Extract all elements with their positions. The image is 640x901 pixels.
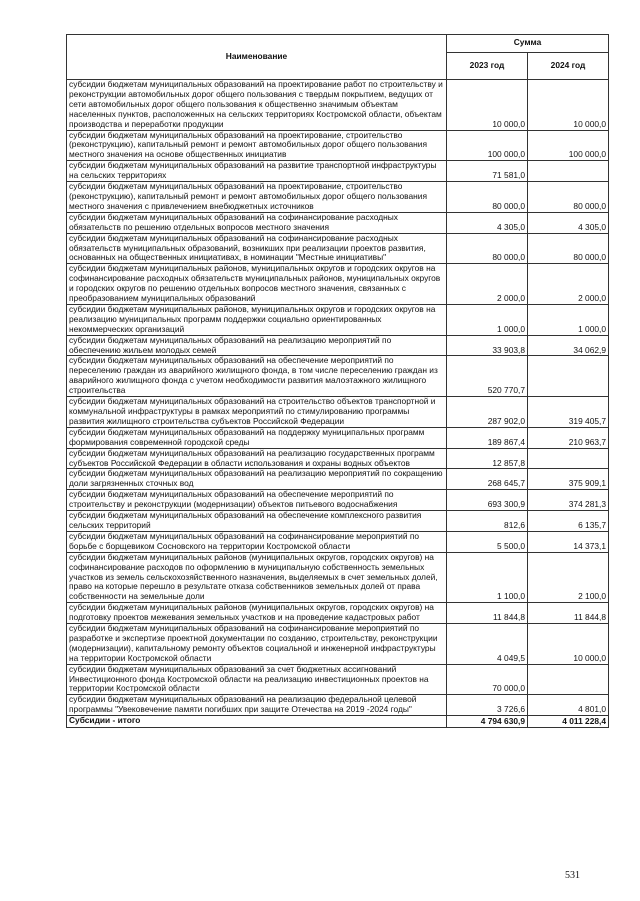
row-name: субсидии бюджетам муниципальных образований на реализацию государственных программ субъектов Российской Федерации в области использования и охраны водных объектов xyxy=(67,448,447,469)
row-name: субсидии бюджетам муниципальных районов, муниципальных округов и городских округов на реализацию муниципальных программ поддержки социально ориентированных некоммерческих организаций xyxy=(67,304,447,335)
row-value-2023: 70 000,0 xyxy=(447,664,528,695)
table-row xyxy=(67,356,609,397)
row-value-2024: 375 909,1 xyxy=(528,469,609,490)
row-value-2024: 80 000,0 xyxy=(528,182,609,213)
row-name: субсидии бюджетам муниципальных образований на софинансирование расходных обязательств муниципальных образований, возникших при реализации проектов развития, основанных на общественных инициативах, в номинации "Местные инициативы" xyxy=(67,233,447,264)
row-name: субсидии бюджетам муниципальных районов, муниципальных округов и городских округов на софинансирование расходных обязательств муниципальных районов, муниципальных округов и городских округов по решению отдельных вопросов местного значения, связанных с преобразованием муниципальных образований xyxy=(67,264,447,305)
row-value-2024: 11 844,8 xyxy=(528,603,609,624)
table-row xyxy=(67,304,609,335)
row-value-2024: 34 062,9 xyxy=(528,335,609,356)
row-name: субсидии бюджетам муниципальных образований на реализацию мероприятий по обеспечению жильем молодых семей xyxy=(67,335,447,356)
row-value-2023: 100 000,0 xyxy=(447,130,528,161)
row-name: субсидии бюджетам муниципальных образований на проектирование, строительство (реконструкцию), капитальный ремонт и ремонт автомобильных дорог общего пользования местного значения с привлечением внебюджетных источников xyxy=(67,182,447,213)
row-value-2023: 1 100,0 xyxy=(447,552,528,603)
row-name: субсидии бюджетам муниципальных образований на строительство объектов транспортной и коммунальной инфраструктуры в рамках мероприятий по стимулированию программы развития жилищного строительства субъектов Российской Федерации xyxy=(67,397,447,428)
table-row xyxy=(67,335,609,356)
table-row xyxy=(67,130,609,161)
row-value-2023: 1 000,0 xyxy=(447,304,528,335)
row-value-2024 xyxy=(528,664,609,695)
row-name: субсидии бюджетам муниципальных образований на развитие транспортной инфраструктуры на сельских территориях xyxy=(67,161,447,182)
row-value-2024: 2 000,0 xyxy=(528,264,609,305)
table-row xyxy=(67,427,609,448)
table-row xyxy=(67,233,609,264)
row-value-2023: 268 645,7 xyxy=(447,469,528,490)
row-value-2023: 33 903,8 xyxy=(447,335,528,356)
row-value-2024 xyxy=(528,448,609,469)
row-name: субсидии бюджетам муниципальных образований на софинансирование мероприятий по борьбе с борщевиком Сосновского на территории Костромской области xyxy=(67,531,447,552)
row-value-2024: 100 000,0 xyxy=(528,130,609,161)
row-name: субсидии бюджетам муниципальных районов (муниципальных округов, городских округов) на софинансирование расходов по оформлению в муниципальную собственность земельных участков из земель сельскохозяйственного назначения, выделяемых в счет земельных долей, право на которые перешло в результате отказа собственников земельных долей от права собственности на земельные доли xyxy=(67,552,447,603)
row-name: субсидии бюджетам муниципальных образований на софинансирование мероприятий по разработке и экспертизе проектной документации по созданию, строительству, реконструкции (модернизации), капитальному ремонту объектов социальной и инженерной инфраструктуры на территории Костромской области xyxy=(67,624,447,665)
row-value-2024: 6 135,7 xyxy=(528,511,609,532)
total-value-2023: 4 794 630,9 xyxy=(447,716,528,728)
row-value-2024 xyxy=(528,356,609,397)
table-row xyxy=(67,161,609,182)
row-name: субсидии бюджетам муниципальных образований на поддержку муниципальных программ формирования современной городской среды xyxy=(67,427,447,448)
row-value-2023: 80 000,0 xyxy=(447,182,528,213)
row-value-2024: 10 000,0 xyxy=(528,624,609,665)
row-name: субсидии бюджетам муниципальных районов (муниципальных округов, городских округов) на подготовку проектов межевания земельных участков и на проведение кадастровых работ xyxy=(67,603,447,624)
row-value-2024: 4 801,0 xyxy=(528,695,609,716)
row-value-2023: 3 726,6 xyxy=(447,695,528,716)
row-value-2024: 319 405,7 xyxy=(528,397,609,428)
table-row xyxy=(67,448,609,469)
row-value-2024: 210 963,7 xyxy=(528,427,609,448)
row-name: субсидии бюджетам муниципальных образований на софинансирование расходных обязательств по решению отдельных вопросов местного значения xyxy=(67,212,447,233)
row-value-2023: 812,6 xyxy=(447,511,528,532)
row-value-2023: 4 305,0 xyxy=(447,212,528,233)
row-value-2023: 520 770,7 xyxy=(447,356,528,397)
table-row xyxy=(67,80,609,131)
header-year-2024: 2024 год xyxy=(528,52,609,80)
row-value-2024: 14 373,1 xyxy=(528,531,609,552)
header-name: Наименование xyxy=(67,35,447,80)
row-value-2023: 693 300,9 xyxy=(447,490,528,511)
total-label: Субсидии - итого xyxy=(67,716,447,728)
table-row xyxy=(67,182,609,213)
row-name: субсидии бюджетам муниципальных образований на реализацию мероприятий по сокращению доли загрязненных сточных вод xyxy=(67,469,447,490)
row-value-2024: 2 100,0 xyxy=(528,552,609,603)
table-row xyxy=(67,264,609,305)
row-value-2023: 12 857,8 xyxy=(447,448,528,469)
row-value-2024: 80 000,0 xyxy=(528,233,609,264)
row-value-2023: 4 049,5 xyxy=(447,624,528,665)
header-year-2023: 2023 год xyxy=(447,52,528,80)
row-value-2024 xyxy=(528,161,609,182)
row-value-2023: 80 000,0 xyxy=(447,233,528,264)
row-name: субсидии бюджетам муниципальных образований на проектирование работ по строительству и реконструкции автомобильных дорог общего пользования с твердым покрытием, ведущих от сети автомобильных дорог общего пользования к общественно значимым объектам населенных пунктов, расположенных на сельских территориях Костромской области, объектам производства и переработки продукции xyxy=(67,80,447,131)
row-name: субсидии бюджетам муниципальных образований на проектирование, строительство (реконструкцию), капитальный ремонт и ремонт автомобильных дорог общего пользования местного значения на основе общественных инициатив xyxy=(67,130,447,161)
row-value-2024: 374 281,3 xyxy=(528,490,609,511)
table-row xyxy=(67,397,609,428)
row-value-2023: 2 000,0 xyxy=(447,264,528,305)
row-value-2024: 10 000,0 xyxy=(528,80,609,131)
row-value-2024: 4 305,0 xyxy=(528,212,609,233)
row-name: субсидии бюджетам муниципальных образований на обеспечение комплексного развития сельских территорий xyxy=(67,511,447,532)
row-value-2024: 1 000,0 xyxy=(528,304,609,335)
table-row xyxy=(67,695,609,716)
header-sum: Сумма xyxy=(447,35,609,53)
table-row xyxy=(67,603,609,624)
row-value-2023: 10 000,0 xyxy=(447,80,528,131)
table-row xyxy=(67,624,609,665)
row-value-2023: 189 867,4 xyxy=(447,427,528,448)
table-row xyxy=(67,531,609,552)
page-number: 531 xyxy=(565,870,580,881)
table-row xyxy=(67,664,609,695)
table-row xyxy=(67,511,609,532)
table-row xyxy=(67,212,609,233)
row-value-2023: 5 500,0 xyxy=(447,531,528,552)
row-value-2023: 287 902,0 xyxy=(447,397,528,428)
row-name: субсидии бюджетам муниципальных образований на обеспечение мероприятий по строительству и реконструкции (модернизации) объектов питьевого водоснабжения xyxy=(67,490,447,511)
row-value-2023: 11 844,8 xyxy=(447,603,528,624)
total-row xyxy=(67,716,609,728)
row-name: субсидии бюджетам муниципальных образований на реализацию федеральной целевой программы "Увековечение памяти погибших при защите Отечества на 2019 -2024 годы" xyxy=(67,695,447,716)
budget-table xyxy=(66,34,609,728)
row-value-2023: 71 581,0 xyxy=(447,161,528,182)
table-row xyxy=(67,469,609,490)
row-name: субсидии бюджетам муниципальных образований на обеспечение мероприятий по переселению граждан из аварийного жилищного фонда, в том числе переселению граждан из аварийного жилищного фонда с учетом необходимости развития малоэтажного жилищного строительства xyxy=(67,356,447,397)
total-value-2024: 4 011 228,4 xyxy=(528,716,609,728)
table-row xyxy=(67,552,609,603)
table-row xyxy=(67,490,609,511)
row-name: субсидии бюджетам муниципальных образований за счет бюджетных ассигнований Инвестиционного фонда Костромской области на реализацию инвестиционных проектов на территории Костромской области xyxy=(67,664,447,695)
